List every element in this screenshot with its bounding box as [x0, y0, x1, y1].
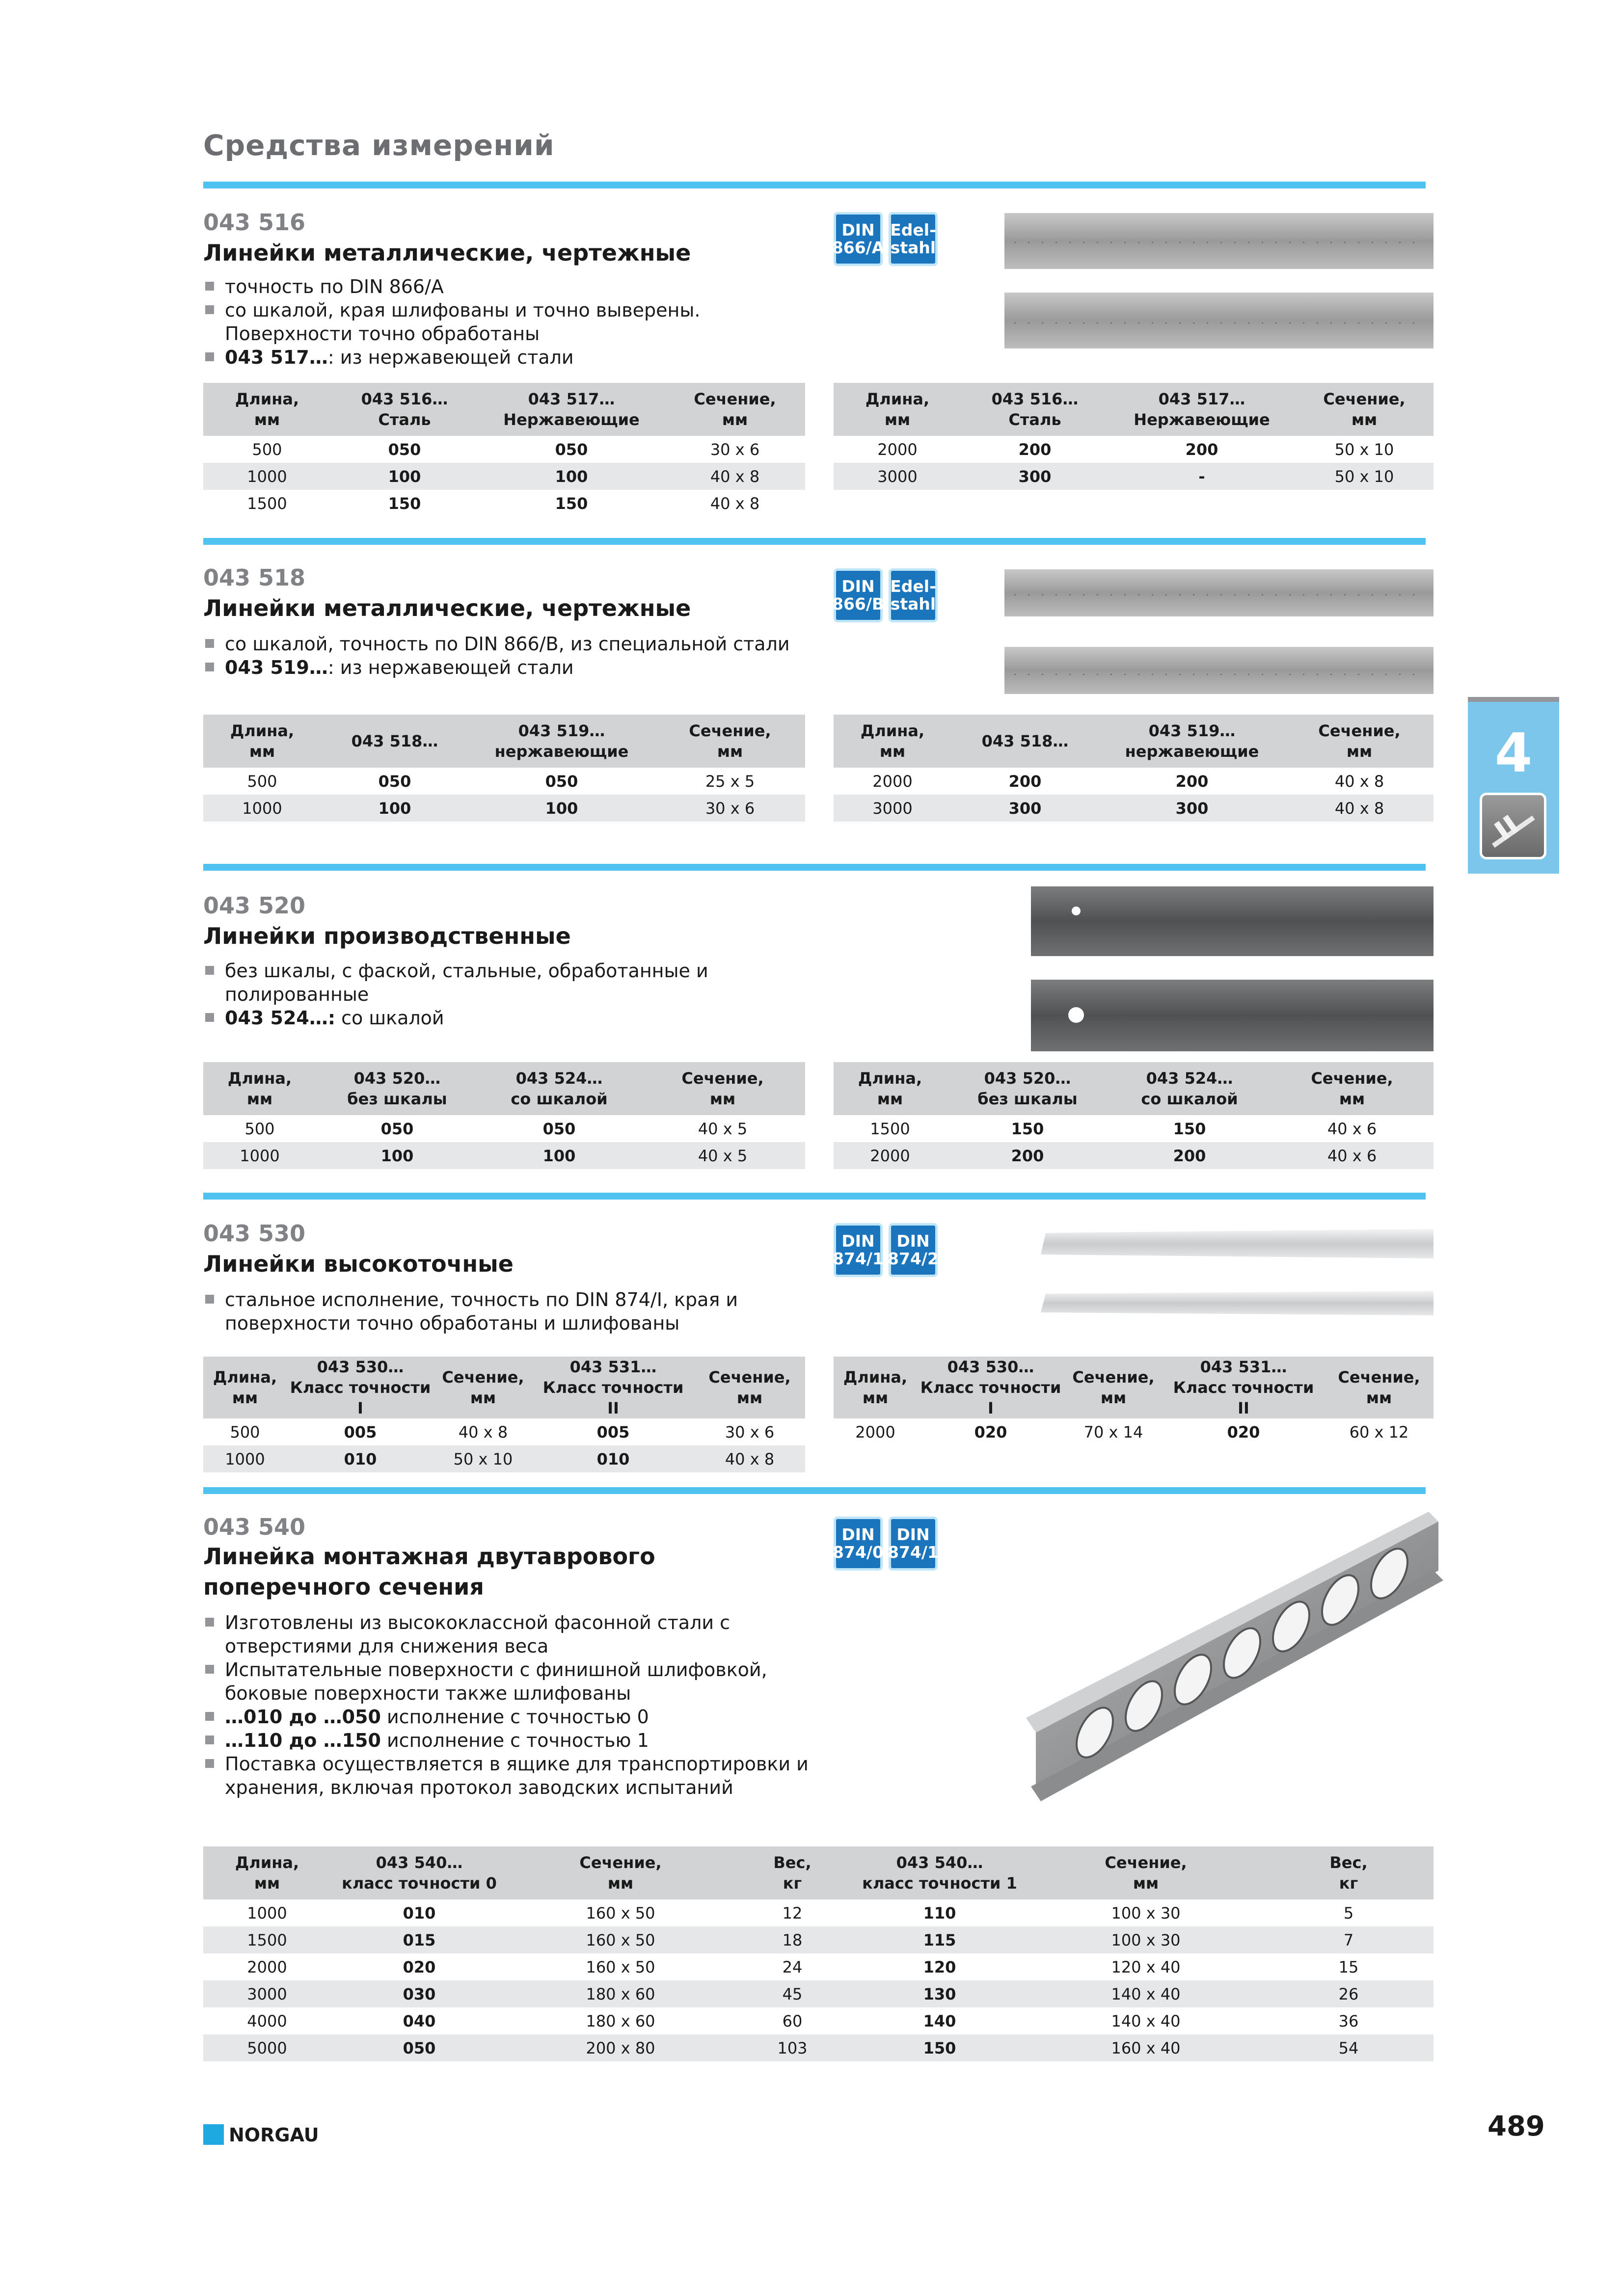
- table-header: 043 520… без шкалы: [316, 1062, 478, 1115]
- table-header: Длина, мм: [834, 715, 951, 768]
- section-divider: [203, 182, 1426, 188]
- table-header: Длина, мм: [203, 715, 321, 768]
- table-row: 1000 100 100 40 х 8: [203, 463, 805, 490]
- ruler-image: [1004, 569, 1434, 616]
- table-header: Вес, кг: [733, 1846, 851, 1899]
- product-title: Линейки металлические, чертежные: [203, 595, 691, 621]
- feature-item: 043 517…: из нержавеющей стали: [203, 346, 817, 369]
- product-title: Линейки металлические, чертежные: [203, 240, 691, 266]
- product-code: 043 520: [203, 892, 306, 919]
- table-header: Сечение, мм: [1295, 383, 1434, 436]
- table-header: Сечение, мм: [1285, 715, 1434, 768]
- badge-group: [834, 568, 944, 622]
- table-header: 043 518…: [951, 715, 1099, 768]
- table-header: 043 524… со шкалой: [478, 1062, 640, 1115]
- table-header: 043 530… Класс точности I: [917, 1357, 1064, 1418]
- table-row: 1500 015 160 х 50 18 115 100 х 30 7: [203, 1926, 1434, 1953]
- table-header: Длина, мм: [834, 1062, 947, 1115]
- din-badge: DIN 874/0: [834, 1517, 883, 1571]
- table-row: 2000 200 200 40 х 6: [834, 1142, 1434, 1169]
- feature-item: со шкалой, края шлифованы и точно выверены. Поверхности точно обработаны: [203, 298, 817, 346]
- table-header: Вес, кг: [1264, 1846, 1434, 1899]
- table-row: 1000 100 100 40 х 5: [203, 1142, 805, 1169]
- table-row: 500 050 050 40 х 5: [244, 1119, 748, 1138]
- product-code: 043 518: [203, 564, 306, 591]
- feature-item: 043 519…: из нержавеющей стали: [203, 656, 817, 679]
- table-header: Сечение, мм: [1028, 1846, 1264, 1899]
- table-header: Сечение, мм: [434, 1357, 532, 1418]
- spec-table: [834, 383, 1434, 490]
- table-row: 3000 030 180 х 60 45 130 140 х 40 26: [203, 1980, 1434, 2007]
- table-header: Сечение, мм: [640, 1062, 805, 1115]
- spec-table: [834, 1357, 1434, 1445]
- feature-item: …110 до …150 исполнение с точностью 1: [203, 1729, 812, 1752]
- table-header: Длина, мм: [834, 1357, 917, 1418]
- product-code: 043 516: [203, 209, 306, 236]
- page-number: 489: [1488, 2110, 1545, 2142]
- feature-list: [203, 1288, 743, 1335]
- badge-group: [834, 1517, 944, 1571]
- feature-list: [203, 275, 817, 369]
- feature-item: точность по DIN 866/A: [203, 275, 817, 298]
- feature-item: …010 до …050 исполнение с точностью 0: [203, 1705, 812, 1729]
- din-badge: DIN 874/1: [834, 1223, 883, 1277]
- feature-item: без шкалы, с фаской, стальные, обработанные и полированные: [203, 959, 817, 1006]
- table-header: 043 524… со шкалой: [1109, 1062, 1271, 1115]
- spec-table: [203, 1062, 805, 1169]
- feature-list: [203, 632, 817, 679]
- table-row: 1000 010 50 х 10 010 40 х 8: [203, 1445, 805, 1472]
- table-row: 3000 300 - 50 х 10: [834, 463, 1434, 490]
- feature-item: 043 524…: со шкалой: [203, 1006, 817, 1030]
- edelstahl-badge: Edel-stahl: [889, 212, 938, 266]
- table-row: 1000 100 100 30 х 6: [203, 795, 805, 822]
- chapter-tab[interactable]: [1468, 697, 1559, 874]
- table-header: Сечение, мм: [665, 383, 805, 436]
- table-header: 043 531… Класс точности II: [1163, 1357, 1325, 1418]
- table-header: 043 530… Класс точности I: [287, 1357, 434, 1418]
- table-row: 500 050 050 30 х 6: [252, 440, 760, 459]
- table-header: 043 516… Сталь: [961, 383, 1109, 436]
- feature-item: Поставка осуществляется в ящике для транспортировки и хранения, включая протокол заводских испытаний: [203, 1752, 812, 1799]
- brand-logo-square: [203, 2124, 224, 2145]
- table-row: 2000 020 160 х 50 24 120 120 х 40 15: [247, 1957, 1359, 1976]
- feature-item: Испытательные поверхности с финишной шлифовкой, боковые поверхности также шлифованы: [203, 1658, 812, 1705]
- din-badge: DIN 866/B: [834, 568, 883, 622]
- feature-item: стальное исполнение, точность по DIN 874/I, края и поверхности точно обработаны и шлифованы: [203, 1288, 743, 1335]
- ruler-image: [1031, 886, 1434, 956]
- table-header: 043 531… Класс точности II: [532, 1357, 694, 1418]
- badge-group: [834, 212, 944, 266]
- feature-list: [203, 1611, 812, 1799]
- table-header: Сечение, мм: [1325, 1357, 1434, 1418]
- table-header: Длина, мм: [203, 1357, 287, 1418]
- product-title: Линейка монтажная двутаврового поперечного сечения: [203, 1543, 655, 1600]
- table-header: 043 517… Нержавеющие: [478, 383, 665, 436]
- table-header: 043 519… нержавеющие: [468, 715, 655, 768]
- table-row: 3000 300 300 40 х 8: [834, 795, 1434, 822]
- table-row: 500 050 050 25 х 5: [247, 772, 755, 791]
- product-title: Линейки высокоточные: [203, 1251, 514, 1277]
- table-header: Сечение, мм: [1271, 1062, 1434, 1115]
- section-divider: [203, 1487, 1426, 1494]
- table-row: 2000 200 200 40 х 8: [872, 772, 1384, 791]
- ruler-image: [1041, 1229, 1434, 1258]
- table-header: 043 540… класс точности 0: [331, 1846, 508, 1899]
- ruler-image: [1031, 980, 1434, 1051]
- spec-table: [834, 1062, 1434, 1169]
- table-row: 2000 020 70 х 14 020 60 х 12: [855, 1422, 1409, 1442]
- badge-group: [834, 1223, 944, 1277]
- ruler-image: [1004, 647, 1434, 694]
- din-badge: DIN 874/2: [889, 1223, 938, 1277]
- spec-table: [203, 383, 805, 517]
- feature-list: [203, 959, 817, 1030]
- product-code: 043 540: [203, 1514, 306, 1540]
- product-title: Линейки производственные: [203, 923, 571, 949]
- table-header: Сечение, мм: [694, 1357, 805, 1418]
- spec-table: [834, 715, 1434, 822]
- chapter-number: 4: [1494, 721, 1533, 784]
- ruler-image: [1041, 1291, 1434, 1315]
- table-header: 043 516… Сталь: [331, 383, 478, 436]
- table-row: 1500 150 150 40 х 8: [247, 494, 760, 513]
- table-row: 1500 150 150 40 х 6: [870, 1119, 1377, 1138]
- spec-table: [203, 715, 805, 822]
- table-header: 043 517… Нержавеющие: [1109, 383, 1295, 436]
- table-header: Длина, мм: [834, 383, 961, 436]
- section-divider: [203, 864, 1426, 871]
- feature-item: со шкалой, точность по DIN 866/B, из специальной стали: [203, 632, 817, 656]
- table-header: 043 540… класс точности 1: [851, 1846, 1028, 1899]
- table-header: 043 518…: [321, 715, 468, 768]
- ruler-image: [1004, 213, 1434, 269]
- table-row: 5000 050 200 х 80 103 150 160 х 40 54: [203, 2034, 1434, 2061]
- edelstahl-badge: Edel-stahl: [889, 568, 938, 622]
- feature-item: Изготовлены из высококлассной фасонной стали с отверстиями для снижения веса: [203, 1611, 812, 1658]
- table-header: Длина, мм: [203, 1062, 316, 1115]
- brand-logo-text: NORGAU: [229, 2124, 319, 2146]
- spec-table: [203, 1846, 1434, 2061]
- i-beam-ruler-image: [1016, 1502, 1448, 1836]
- table-header: Сечение, мм: [655, 715, 805, 768]
- page-header-title: Средства измерений: [203, 129, 555, 162]
- product-code: 043 530: [203, 1220, 306, 1247]
- section-divider: [203, 538, 1426, 545]
- table-header: Длина, мм: [203, 1846, 331, 1899]
- din-badge: DIN 866/A: [834, 212, 883, 266]
- table-row: 500 005 40 х 8 005 30 х 6: [230, 1422, 775, 1442]
- spec-table: [203, 1357, 805, 1472]
- din-badge: DIN 874/1: [889, 1517, 938, 1571]
- table-row: 4000 040 180 х 60 60 140 140 х 40 36: [247, 2011, 1359, 2030]
- table-header: Сечение, мм: [1064, 1357, 1163, 1418]
- ruler-image: [1004, 293, 1434, 348]
- table-header: 043 519… нержавеющие: [1099, 715, 1285, 768]
- table-row: 1000 010 160 х 50 12 110 100 х 30 5: [247, 1903, 1354, 1922]
- table-header: 043 520… без шкалы: [947, 1062, 1109, 1115]
- caliper-icon: [1480, 793, 1546, 859]
- table-header: Сечение, мм: [508, 1846, 733, 1899]
- table-header: Длина, мм: [203, 383, 331, 436]
- table-row: 2000 200 200 50 х 10: [877, 440, 1394, 459]
- section-divider: [203, 1193, 1426, 1200]
